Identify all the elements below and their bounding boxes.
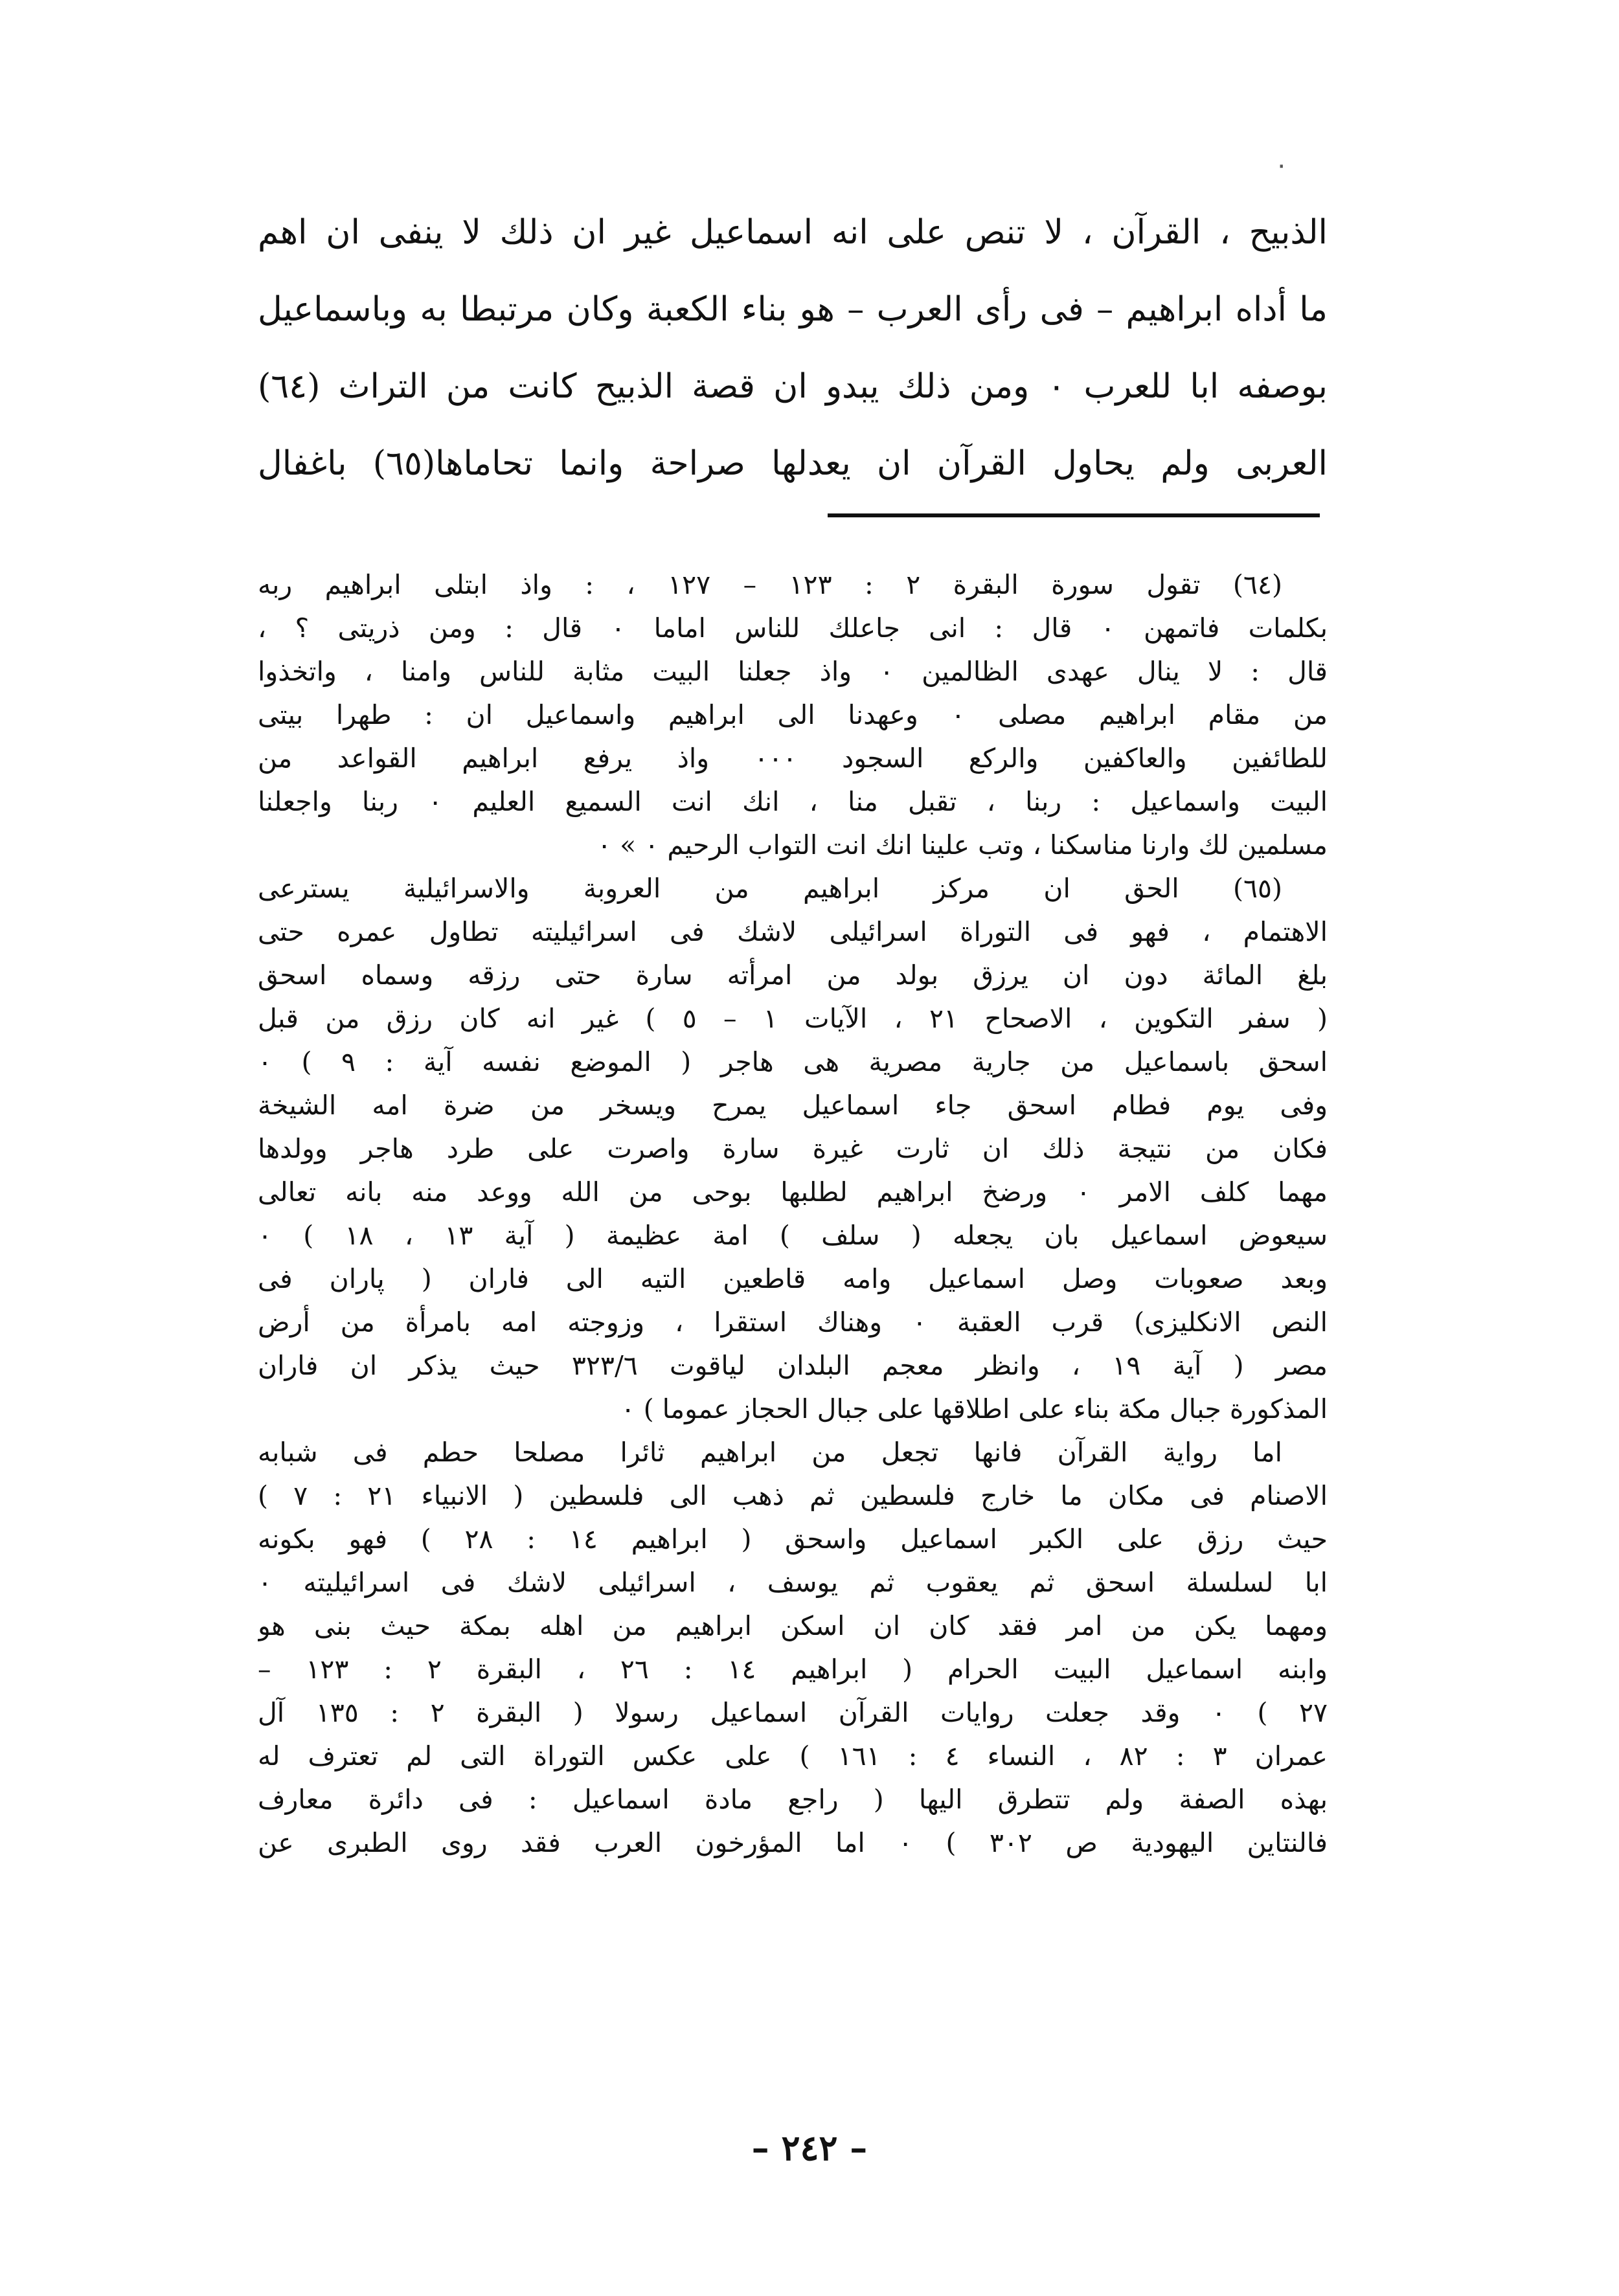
footnote-line: مصر ( آية ١٩ ، وانظر معجم البلدان لياقوت ٣٢٣/٦ حيث يذكر ان فاران <box>258 1350 1328 1381</box>
footnote-line: بلغ المائة دون ان يرزق بولد من امرأته سارة حتى رزقه وسماه اسحق <box>258 960 1328 991</box>
footnote-line: الاصنام فى مكان ما خارج فلسطين ثم ذهب الى فلسطين ( الانبياء ٢١ : ٧ ) <box>258 1480 1328 1511</box>
footnote-line: للطائفين والعاكفين والركع السجود ۰۰۰ واذ يرفع ابراهيم القواعد من <box>258 743 1328 774</box>
footnote-line: عمران ٣ : ٨٢ ، النساء ٤ : ١٦١ ) على عكس التوراة التى لم تعترف له <box>258 1740 1328 1772</box>
corner-mark: ۰ <box>1274 150 1289 180</box>
footnote-separator <box>828 513 1320 517</box>
footnote-line: الاهتمام ، فهو فى التوراة اسرائيلى لاشك فى اسرائيليته تطاول عمره حتى <box>258 916 1328 947</box>
footnote-line: بكلمات فاتمهن ۰ قال : انى جاعلك للناس اماما ۰ قال : ومن ذريتى ؟ ، <box>258 613 1328 644</box>
main-text-line: العربى ولم يحاول القرآن ان يعدلها صراحة وانما تحاماها(٦٥) باغفال <box>258 444 1328 483</box>
footnote-line: من مقام ابراهيم مصلى ۰ وعهدنا الى ابراهيم واسماعيل ان : طهرا بيتى <box>258 699 1328 730</box>
footnote-line: وبعد صعوبات وصل اسماعيل وامه قاطعين التيه الى فاران ( پاران فى <box>258 1263 1328 1294</box>
footnote-line: اما رواية القرآن فانها تجعل من ابراهيم ثائرا مصلحا حطم فى شبابه <box>258 1437 1282 1468</box>
footnote-line: بهذه الصفة ولم تتطرق اليها ( راجع مادة اسماعيل : فى دائرة معارف <box>258 1784 1328 1815</box>
footnote-line: اسحق باسماعيل من جارية مصرية هى هاجر ( الموضع نفسه آية : ٩ ) ۰ <box>258 1046 1328 1077</box>
footnote-line: قال : لا ينال عهدى الظالمين ۰ واذ جعلنا البيت مثابة للناس وامنا ، واتخذوا <box>258 656 1328 687</box>
main-text-line: الذبيح ، القرآن ، لا تنص على انه اسماعيل غير ان ذلك لا ينفى ان اهم <box>258 213 1328 252</box>
main-text-block <box>258 194 1328 502</box>
footnote-line: وفى يوم فطام اسحق جاء اسماعيل يمرح ويسخر من ضرة امه الشيخة <box>258 1090 1328 1121</box>
footnote-line: البيت واسماعيل : ربنا ، تقبل منا ، انك انت السميع العليم ۰ ربنا واجعلنا <box>258 786 1328 817</box>
page-number: – ٢٤٢ – <box>751 2127 868 2168</box>
footnote-line: ٢٧ ) ۰ وقد جعلت روايات القرآن اسماعيل رسولا ( البقرة ٢ : ١٣٥ آل <box>258 1697 1328 1728</box>
footnote-line: ابا لسلسلة اسحق ثم يعقوب ثم يوسف ، اسرائيلى لاشك فى اسرائيليته ۰ <box>258 1567 1328 1598</box>
footnote-line: سيعوض اسماعيل بان يجعله ( سلف ) امة عظيمة ( آية ١٣ ، ١٨ ) ۰ <box>258 1220 1328 1251</box>
footnote-line: المذكورة جبال مكة بناء على اطلاقها على جبال الحجاز عموما ) ۰ <box>620 1393 1328 1424</box>
footnote-line: فكان من نتيجة ذلك ان ثارت غيرة سارة واصرت على طرد هاجر وولدها <box>258 1133 1328 1164</box>
footnote-line: مسلمين لك وارنا مناسكنا ، وتب علينا انك انت التواب الرحيم ۰ » ۰ <box>597 829 1328 861</box>
footnote-line: وابنه اسماعيل البيت الحرام ( ابراهيم ١٤ : ٢٦ ، البقرة ٢ : ١٢٣ – <box>258 1654 1328 1685</box>
footnote-line: (٦٥) الحق ان مركز ابراهيم من العروبة والاسرائيلية يسترعى <box>258 873 1282 904</box>
footnotes-block <box>258 563 1328 1865</box>
footnote-line: ومهما يكن من امر فقد كان ان اسكن ابراهيم من اهله بمكة حيث بنى هو <box>258 1610 1328 1641</box>
footnote-line: حيث رزق على الكبر اسماعيل واسحق ( ابراهيم ١٤ : ٢٨ ) فهو بكونه <box>258 1524 1328 1555</box>
main-text-line: ما أداه ابراهيم – فى رأى العرب – هو بناء الكعبة وكان مرتبطا به وباسماعيل <box>258 290 1328 329</box>
footnote-line: مهما كلف الامر ۰ ورضخ ابراهيم لطلبها بوحى من الله ووعد منه بانه تعالى <box>258 1176 1328 1208</box>
footnote-line: فالنتاين اليهودية ص ٣٠٢ ) ۰ اما المؤرخون العرب فقد روى الطبرى عن <box>258 1827 1328 1858</box>
footnote-line: (٦٤) تقول سورة البقرة ٢ : ١٢٣ – ١٢٧ ، : واذ ابتلى ابراهيم ربه <box>258 569 1282 600</box>
main-text-line: بوصفه ابا للعرب ۰ ومن ذلك يبدو ان قصة الذبيح كانت من التراث (٦٤) <box>258 367 1328 406</box>
footnote-line: ( سفر التكوين ، الاصحاح ٢١ ، الآيات ١ – ٥ ) غير انه كان رزق من قبل <box>258 1003 1328 1034</box>
footnote-line: النص الانكليزى) قرب العقبة ۰ وهناك استقرا ، وزوجته امه بامرأة من أرض <box>258 1307 1328 1338</box>
